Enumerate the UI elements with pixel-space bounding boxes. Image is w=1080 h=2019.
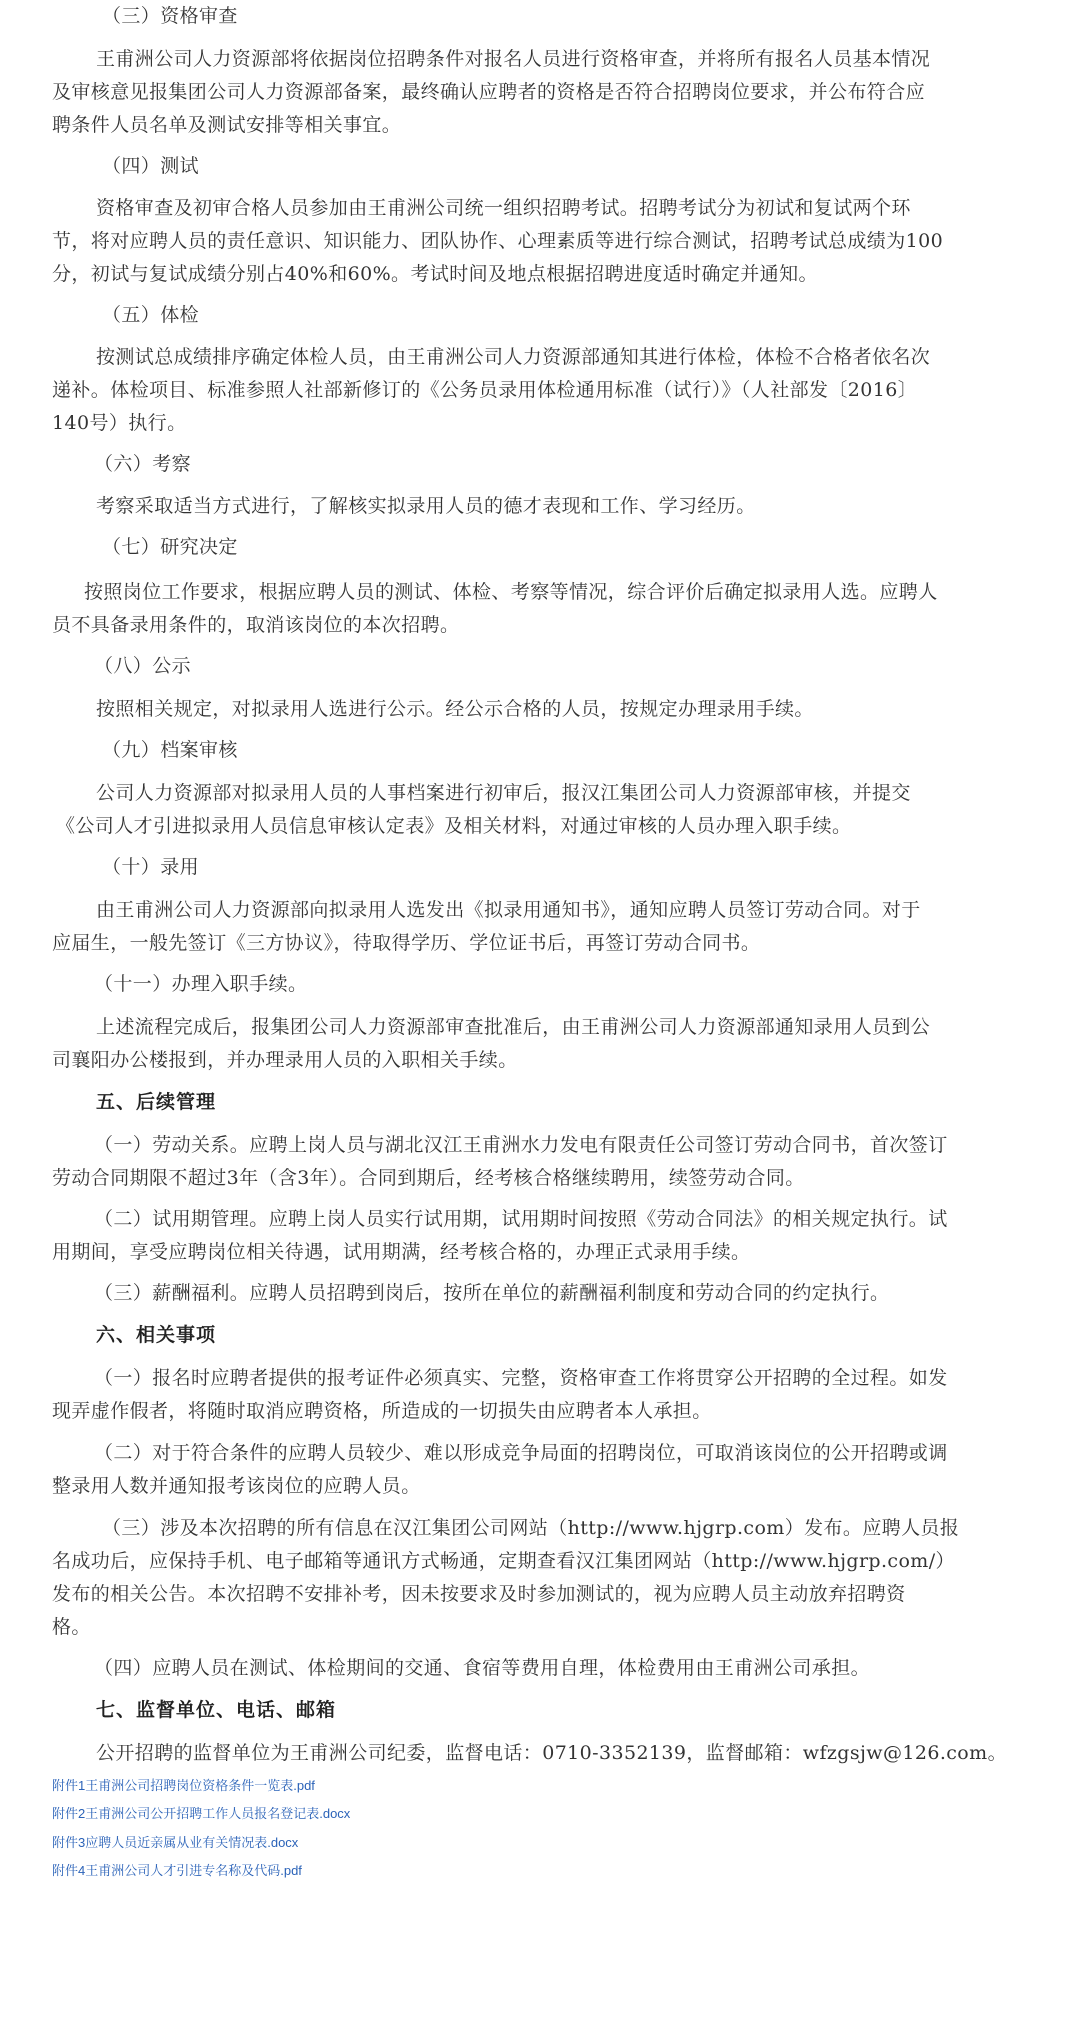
paragraph-line: 员不具备录用条件的，取消该岗位的本次招聘。 xyxy=(52,614,460,636)
paragraph-line: 上述流程完成后，报集团公司人力资源部审查批准后，由王甫洲公司人力资源部通知录用人员到公 xyxy=(96,1016,931,1038)
subsection-heading: （五）体检 xyxy=(102,304,200,326)
paragraph-line: 由王甫洲公司人力资源部向拟录用人选发出《拟录用通知书》，通知应聘人员签订劳动合同。对于 xyxy=(96,899,921,921)
paragraph-line: 王甫洲公司人力资源部将依据岗位招聘条件对报名人员进行资格审查，并将所有报名人员基本情况 xyxy=(96,48,931,70)
paragraph-line: 应届生，一般先签订《三方协议》，待取得学历、学位证书后，再签订劳动合同书。 xyxy=(52,932,761,954)
paragraph-line: （二）试用期管理。应聘上岗人员实行试用期，试用期时间按照《劳动合同法》的相关规定执行。试 xyxy=(94,1208,948,1230)
subsection-heading: （七）研究决定 xyxy=(102,536,238,558)
paragraph-line: 资格审查及初审合格人员参加由王甫洲公司统一组织招聘考试。招聘考试分为初试和复试两个环 xyxy=(96,197,911,219)
paragraph-line: 司襄阳办公楼报到，并办理录用人员的入职相关手续。 xyxy=(52,1049,518,1071)
subsection-heading: （十一）办理入职手续。 xyxy=(94,973,308,995)
paragraph-line: 现弄虚作假者，将随时取消应聘资格，所造成的一切损失由应聘者本人承担。 xyxy=(52,1400,712,1422)
paragraph-line: 及审核意见报集团公司人力资源部备案，最终确认应聘者的资格是否符合招聘岗位要求，并公布符合应 xyxy=(52,81,926,103)
paragraph-line: 名成功后，应保持手机、电子邮箱等通讯方式畅通，定期查看汉江集团网站（http://www.hjgrp.com/） xyxy=(52,1550,955,1572)
paragraph-line: 节，将对应聘人员的责任意识、知识能力、团队协作、心理素质等进行综合测试，招聘考试总成绩为100 xyxy=(52,230,944,252)
paragraph-line: 整录用人数并通知报考该岗位的应聘人员。 xyxy=(52,1475,421,1497)
attachment-link[interactable]: 附件1王甫洲公司招聘岗位资格条件一览表.pdf xyxy=(52,1778,315,1793)
subsection-heading: （九）档案审核 xyxy=(102,739,238,761)
paragraph-line: 《公司人才引进拟录用人员信息审核认定表》及相关材料，对通过审核的人员办理入职手续。 xyxy=(56,815,852,837)
subsection-heading: （八）公示 xyxy=(94,655,192,677)
paragraph-line: 按测试总成绩排序确定体检人员，由王甫洲公司人力资源部通知其进行体检，体检不合格者依名次 xyxy=(96,346,931,368)
paragraph-line: （四）应聘人员在测试、体检期间的交通、食宿等费用自理，体检费用由王甫洲公司承担。 xyxy=(94,1657,871,1679)
paragraph-line: （三）涉及本次招聘的所有信息在汉江集团公司网站（http://www.hjgrp.com）发布。应聘人员报 xyxy=(102,1517,960,1539)
paragraph-line: （二）对于符合条件的应聘人员较少、难以形成竞争局面的招聘岗位，可取消该岗位的公开招聘或调 xyxy=(94,1442,948,1464)
paragraph-line: （一）报名时应聘者提供的报考证件必须真实、完整，资格审查工作将贯穿公开招聘的全过程。如发 xyxy=(94,1367,948,1389)
paragraph-line: 劳动合同期限不超过3年（含3年）。合同到期后，经考核合格继续聘用，续签劳动合同。 xyxy=(52,1167,805,1189)
subsection-heading: （四）测试 xyxy=(102,155,200,177)
paragraph-line: 分，初试与复试成绩分别占40%和60%。考试时间及地点根据招聘进度适时确定并通知。 xyxy=(52,263,818,285)
paragraph-line: 用期间，享受应聘岗位相关待遇，试用期满，经考核合格的，办理正式录用手续。 xyxy=(52,1241,751,1263)
section-heading: 六、相关事项 xyxy=(96,1324,217,1346)
paragraph-line: （三）薪酬福利。应聘人员招聘到岗后，按所在单位的薪酬福利制度和劳动合同的约定执行。 xyxy=(94,1282,890,1304)
subsection-heading: （六）考察 xyxy=(94,453,192,475)
subsection-heading: （十）录用 xyxy=(102,856,200,878)
paragraph-line: 140号）执行。 xyxy=(52,412,187,434)
attachment-link[interactable]: 附件4王甫洲公司人才引进专名称及代码.pdf xyxy=(52,1863,302,1878)
paragraph-line: 按照岗位工作要求，根据应聘人员的测试、体检、考察等情况，综合评价后确定拟录用人选。应聘人 xyxy=(84,581,938,603)
paragraph-line: 递补。体检项目、标准参照人社部新修订的《公务员录用体检通用标准（试行）》（人社部发〔2016〕 xyxy=(52,379,918,401)
paragraph-line: 聘条件人员名单及测试安排等相关事宜。 xyxy=(52,114,402,136)
attachment-link[interactable]: 附件3应聘人员近亲属从业有关情况表.docx xyxy=(52,1835,299,1850)
paragraph-line: （一）劳动关系。应聘上岗人员与湖北汉江王甫洲水力发电有限责任公司签订劳动合同书，首次签订 xyxy=(94,1134,948,1156)
paragraph-line: 按照相关规定，对拟录用人选进行公示。经公示合格的人员，按规定办理录用手续。 xyxy=(96,698,814,720)
paragraph-line: 公开招聘的监督单位为王甫洲公司纪委，监督电话：0710-3352139，监督邮箱：wfzgsjw@126.com。 xyxy=(96,1742,1007,1764)
paragraph-line: 发布的相关公告。本次招聘不安排补考，因未按要求及时参加测试的，视为应聘人员主动放弃招聘资 xyxy=(52,1583,906,1605)
subsection-heading: （三）资格审查 xyxy=(102,5,238,27)
section-heading: 五、后续管理 xyxy=(96,1091,217,1113)
paragraph-line: 格。 xyxy=(52,1616,91,1638)
paragraph-line: 考察采取适当方式进行，了解核实拟录用人员的德才表现和工作、学习经历。 xyxy=(96,495,756,517)
section-heading: 七、监督单位、电话、邮箱 xyxy=(96,1699,337,1721)
attachment-link[interactable]: 附件2王甫洲公司公开招聘工作人员报名登记表.docx xyxy=(52,1806,351,1821)
paragraph-line: 公司人力资源部对拟录用人员的人事档案进行初审后，报汉江集团公司人力资源部审核，并提交 xyxy=(96,782,911,804)
